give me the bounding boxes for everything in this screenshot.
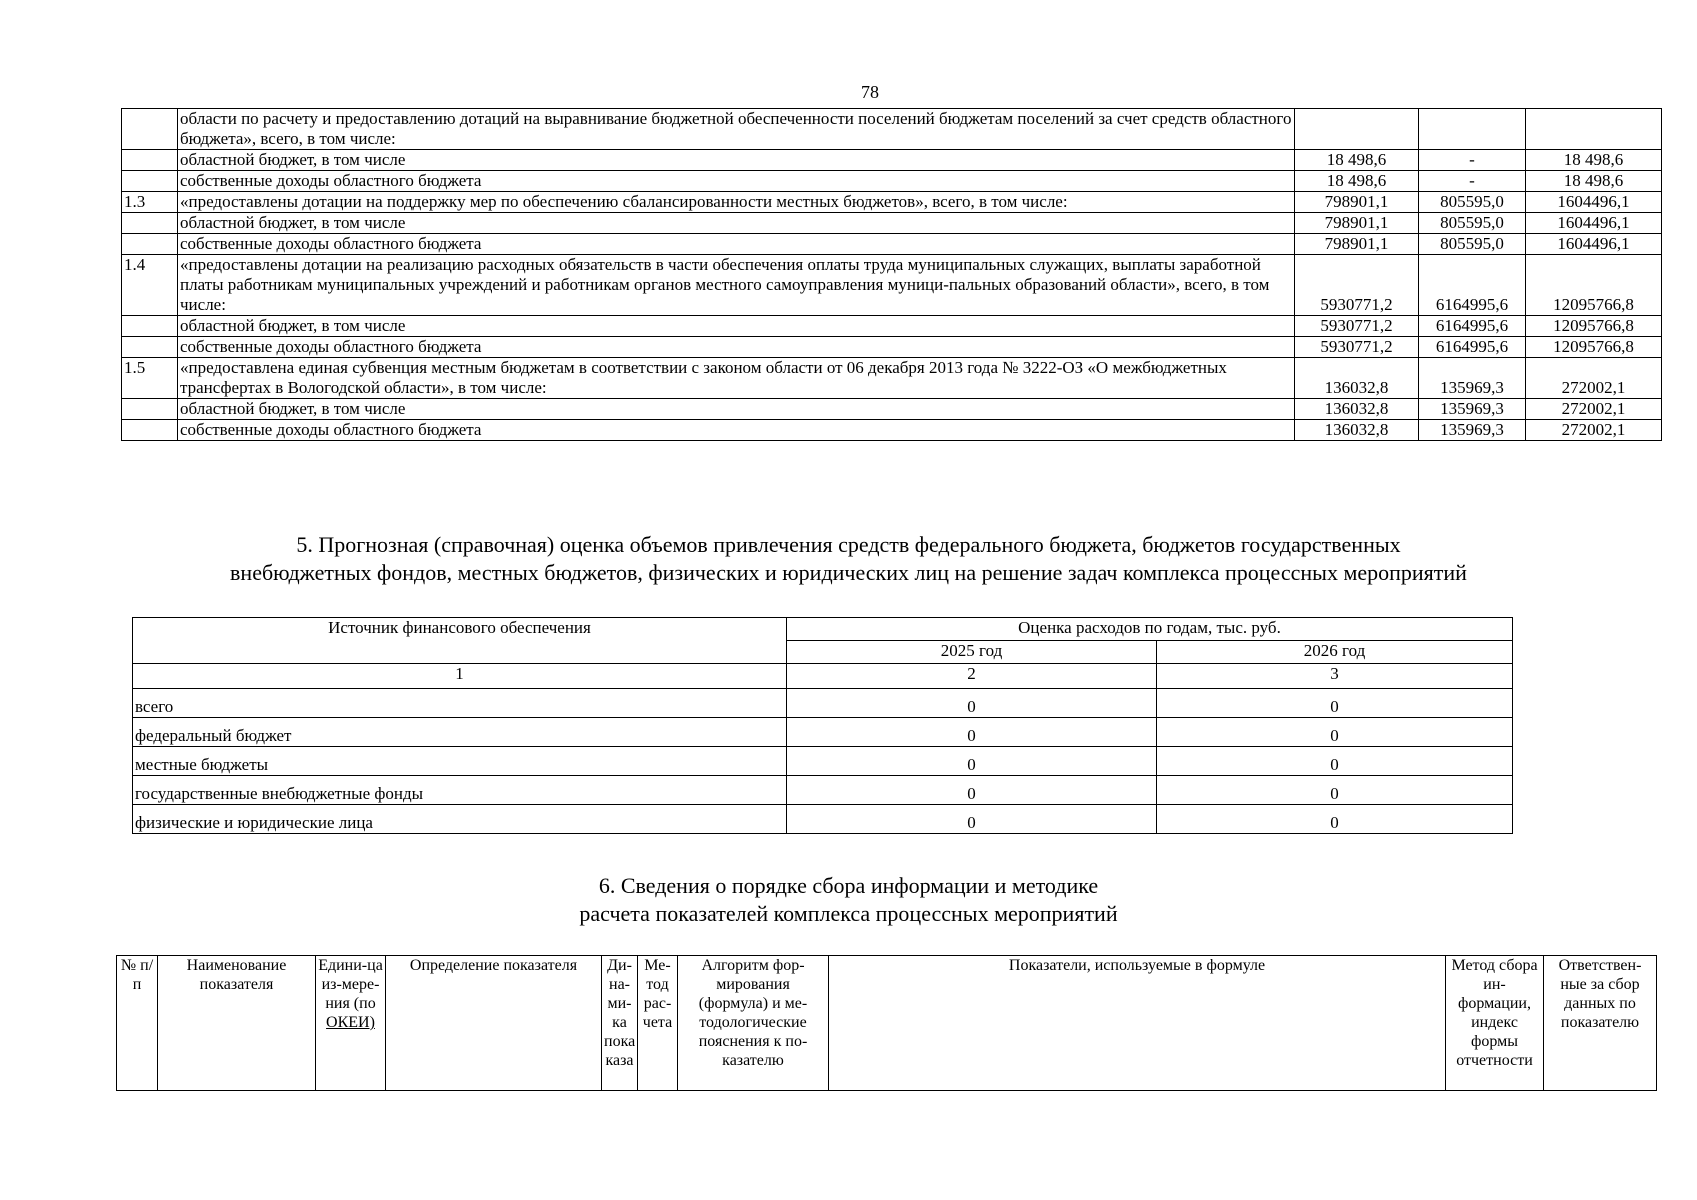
value-total: 12095766,8: [1526, 316, 1662, 337]
table-row: [122, 399, 1662, 420]
value-2026: 6164995,6: [1419, 337, 1526, 358]
value-2026: 0: [1157, 747, 1513, 776]
row-description: собственные доходы областного бюджета: [178, 420, 1295, 441]
row-description: областной бюджет, в том числе: [178, 150, 1295, 171]
table-row: [122, 234, 1662, 255]
value-2025: 136032,8: [1295, 399, 1419, 420]
value-2026: 135969,3: [1419, 399, 1526, 420]
value-total: 272002,1: [1526, 399, 1662, 420]
table-row: [122, 358, 1662, 399]
row-number: [122, 316, 178, 337]
header-unit-text: Едини-ца из-мере-ния (по: [318, 957, 383, 1012]
table-row: [122, 316, 1662, 337]
row-description: «предоставлены дотации на поддержку мер по обеспечению сбалансированности местных бюджетов», всего, в том числе:: [178, 192, 1295, 213]
value-2025: 0: [787, 747, 1157, 776]
header-no: № п/п: [117, 956, 158, 1091]
row-description: «предоставлена единая субвенция местным бюджетам в соответствии с законом области от 06 декабря 2013 года № 3222-ОЗ «О межбюджетных трансфертах в Вологодской области», в том числе:: [178, 358, 1295, 399]
row-number: 1.3: [122, 192, 178, 213]
row-number: [122, 399, 178, 420]
row-description: «предоставлены дотации на реализацию расходных обязательств в части обеспечения оплаты труда муниципальных служащих, выплаты заработной платы работникам муниципальных учреждений и работникам органов местного самоуправления муници-пальных образований области», всего, в том числе:: [178, 255, 1295, 316]
funding-table: [132, 617, 1513, 834]
value-2025: [1295, 109, 1419, 150]
value-2026: 805595,0: [1419, 234, 1526, 255]
header-definition: Определение показателя: [386, 956, 602, 1091]
value-2025: 0: [787, 718, 1157, 747]
budget-table: [121, 108, 1662, 441]
value-2026: 6164995,6: [1419, 255, 1526, 316]
col-num-1: 1: [133, 664, 787, 689]
row-number: 1.4: [122, 255, 178, 316]
header-source: Источник финансового обеспечения: [133, 618, 787, 664]
row-number: 1.5: [122, 358, 178, 399]
value-total: 12095766,8: [1526, 255, 1662, 316]
row-description: собственные доходы областного бюджета: [178, 171, 1295, 192]
value-2025: 5930771,2: [1295, 316, 1419, 337]
row-description: собственные доходы областного бюджета: [178, 234, 1295, 255]
value-2026: 805595,0: [1419, 213, 1526, 234]
value-2025: 136032,8: [1295, 358, 1419, 399]
value-total: 272002,1: [1526, 358, 1662, 399]
value-2026: 135969,3: [1419, 358, 1526, 399]
header-collection: Метод сбора ин-формации, индекс формы отчетности: [1446, 956, 1544, 1091]
value-2026: 135969,3: [1419, 420, 1526, 441]
table-row: [133, 718, 1513, 747]
header-year-2026: 2026 год: [1157, 641, 1513, 664]
section5-title-line2: внебюджетных фондов, местных бюджетов, физических и юридических лиц на решение задач комплекса процессных мероприятий: [230, 560, 1467, 585]
header-year-2025: 2025 год: [787, 641, 1157, 664]
value-2025: 18 498,6: [1295, 150, 1419, 171]
col-num-3: 3: [1157, 664, 1513, 689]
table-row: [133, 805, 1513, 834]
value-2025: 5930771,2: [1295, 255, 1419, 316]
value-2026: 805595,0: [1419, 192, 1526, 213]
row-number: [122, 213, 178, 234]
value-total: 1604496,1: [1526, 192, 1662, 213]
section6-title-line2: расчета показателей комплекса процессных мероприятий: [579, 901, 1118, 926]
section6-title-line1: 6. Сведения о порядке сбора информации и методике: [598, 873, 1099, 898]
value-2025: 5930771,2: [1295, 337, 1419, 358]
header-dynamics: Ди-на-ми-ка пока каза: [602, 956, 638, 1091]
table-row: [122, 192, 1662, 213]
table-row: [122, 150, 1662, 171]
value-2025: 0: [787, 805, 1157, 834]
value-2026: 0: [1157, 689, 1513, 718]
value-2026: 0: [1157, 776, 1513, 805]
row-description: областной бюджет, в том числе: [178, 316, 1295, 337]
row-number: [122, 234, 178, 255]
row-description: области по расчету и предоставлению дотаций на выравнивание бюджетной обеспеченности поселений бюджетам поселений за счет средств областного бюджета», всего, в том числе:: [178, 109, 1295, 150]
header-indicators: Показатели, используемые в формуле: [829, 956, 1446, 1091]
row-description: областной бюджет, в том числе: [178, 399, 1295, 420]
value-2026: 6164995,6: [1419, 316, 1526, 337]
header-estimate: Оценка расходов по годам, тыс. руб.: [787, 618, 1513, 641]
header-algorithm: Алгоритм фор-мирования (формула) и ме-тодологические пояснения к по-казателю: [678, 956, 829, 1091]
source-label: физические и юридические лица: [133, 805, 787, 834]
row-number: [122, 420, 178, 441]
value-total: 12095766,8: [1526, 337, 1662, 358]
section6-title: [0, 872, 1697, 928]
section5-title-line1: 5. Прогнозная (справочная) оценка объемов привлечения средств федерального бюджета, бюджетов государственных: [296, 532, 1401, 557]
value-2025: 18 498,6: [1295, 171, 1419, 192]
row-description: собственные доходы областного бюджета: [178, 337, 1295, 358]
table-row: [133, 689, 1513, 718]
value-total: [1526, 109, 1662, 150]
source-label: местные бюджеты: [133, 747, 787, 776]
table-row: [122, 420, 1662, 441]
table-row: [122, 213, 1662, 234]
page-number: 78: [861, 82, 879, 102]
value-2025: 798901,1: [1295, 213, 1419, 234]
header-name: Наименование показателя: [158, 956, 316, 1091]
table-row: [133, 776, 1513, 805]
value-total: 272002,1: [1526, 420, 1662, 441]
value-2025: 0: [787, 776, 1157, 805]
value-2026: 0: [1157, 805, 1513, 834]
table-row: [122, 255, 1662, 316]
row-description: областной бюджет, в том числе: [178, 213, 1295, 234]
table-row: [133, 747, 1513, 776]
section5-title: [0, 531, 1697, 587]
row-number: [122, 109, 178, 150]
value-2025: 798901,1: [1295, 192, 1419, 213]
source-label: государственные внебюджетные фонды: [133, 776, 787, 805]
value-total: 1604496,1: [1526, 213, 1662, 234]
row-number: [122, 337, 178, 358]
col-num-2: 2: [787, 664, 1157, 689]
table-row: [122, 171, 1662, 192]
header-unit: [316, 956, 386, 1091]
table-row: [122, 337, 1662, 358]
value-2026: 0: [1157, 718, 1513, 747]
value-2025: 136032,8: [1295, 420, 1419, 441]
indicators-table: [116, 955, 1657, 1091]
source-label: всего: [133, 689, 787, 718]
value-2026: [1419, 109, 1526, 150]
header-responsible: Ответствен-ные за сбор данных по показателю: [1544, 956, 1657, 1091]
value-total: 18 498,6: [1526, 171, 1662, 192]
value-2025: 0: [787, 689, 1157, 718]
source-label: федеральный бюджет: [133, 718, 787, 747]
row-number: [122, 150, 178, 171]
okei-link[interactable]: ОКЕИ): [326, 1014, 375, 1031]
row-number: [122, 171, 178, 192]
table-row: [122, 109, 1662, 150]
value-total: 1604496,1: [1526, 234, 1662, 255]
value-2026: -: [1419, 150, 1526, 171]
header-method: Ме-тод рас-чета: [638, 956, 678, 1091]
value-2025: 798901,1: [1295, 234, 1419, 255]
value-2026: -: [1419, 171, 1526, 192]
value-total: 18 498,6: [1526, 150, 1662, 171]
